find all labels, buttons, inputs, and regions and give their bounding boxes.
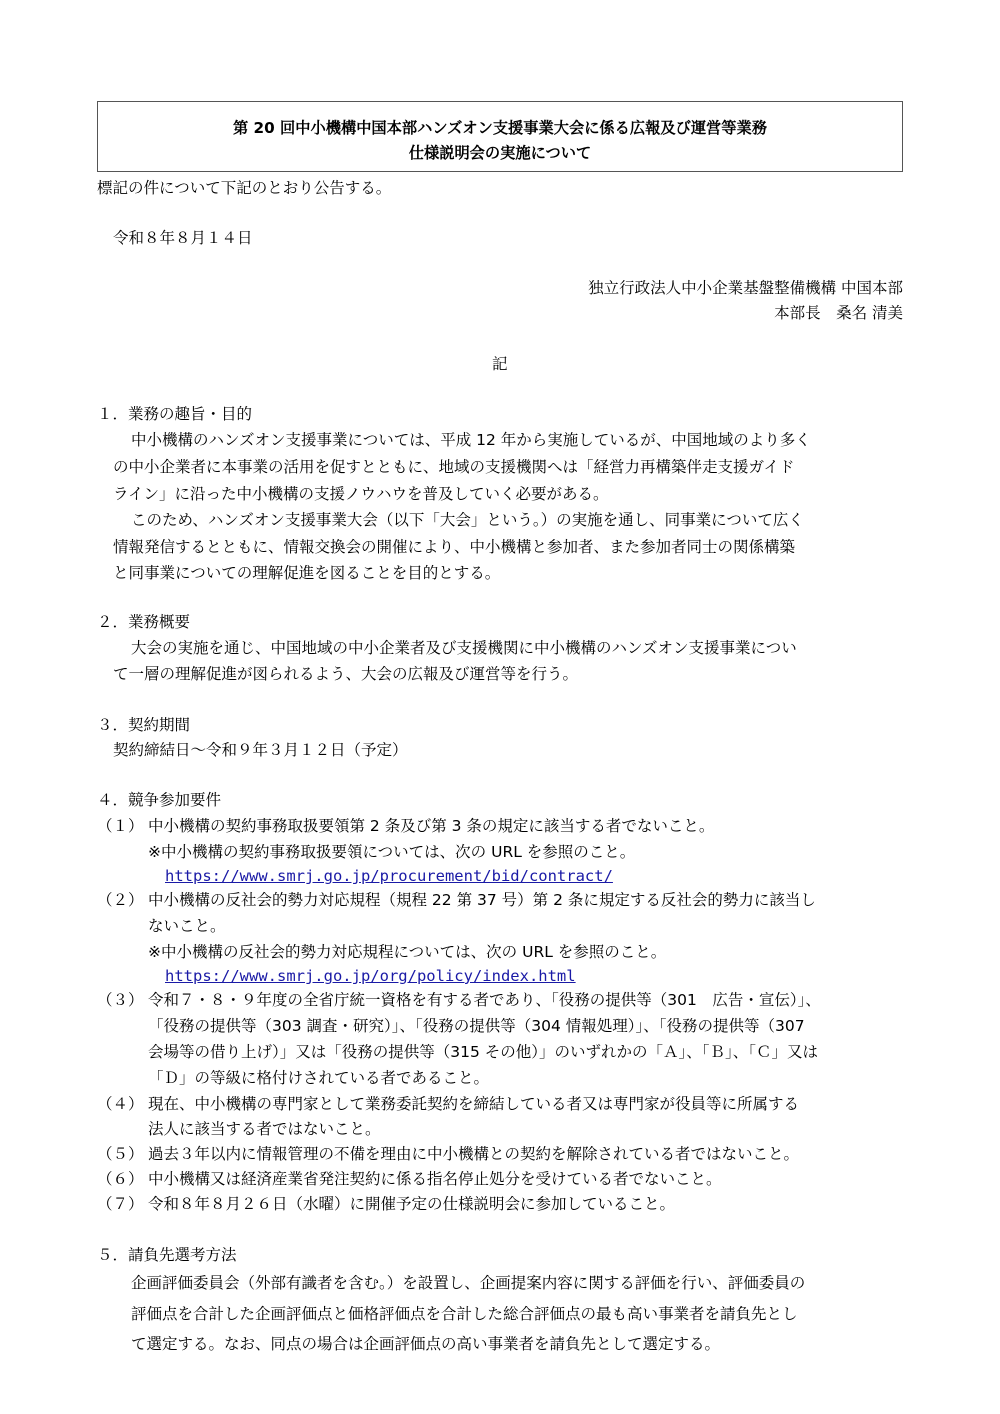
document-title-line-1: 第 20 回中小機構中国本部ハンズオン支援事業大会に係る広報及び運営等業務 (233, 119, 767, 137)
section-2-heading: ２．業務概要 (97, 613, 191, 631)
item-3-text: 会場等の借り上げ）」又は「役務の提供等（315 その他）」のいずれかの「Ａ」、「Ｂ」、「Ｃ」又は (148, 1043, 819, 1061)
section-1-line: と同事業についての理解促進を図ることを目的とする。 (113, 564, 501, 582)
section-5-heading: ５．請負先選考方法 (97, 1246, 237, 1264)
title-box (97, 101, 903, 172)
item-2-text: ないこと。 (148, 917, 226, 935)
item-5-text: 過去３年以内に情報管理の不備を理由に中小機構との契約を解除されている者ではないこと。 (148, 1145, 800, 1163)
item-3-text: 「Ｄ」の等級に格付けされている者であること。 (148, 1069, 490, 1087)
item-6-number: （６） (97, 1170, 144, 1188)
section-5-line: て選定する。なお、同点の場合は企画評価点の高い事業者を請負先として選定する。 (131, 1335, 721, 1353)
ki-mark: 記 (492, 355, 508, 373)
issuer-person: 本部長 桑名 清美 (774, 304, 903, 322)
section-1-line: ライン」に沿った中小機構の支援ノウハウを普及していく必要がある。 (113, 485, 609, 503)
item-1-note: ※中小機構の契約事務取扱要領については、次の URL を参照のこと。 (148, 843, 636, 861)
item-5-number: （５） (97, 1145, 144, 1163)
section-1-heading: １．業務の趣旨・目的 (97, 405, 253, 423)
item-2-note: ※中小機構の反社会的勢力対応規程については、次の URL を参照のこと。 (148, 943, 667, 961)
item-6-text: 中小機構又は経済産業省発注契約に係る指名停止処分を受けている者でないこと。 (148, 1170, 722, 1188)
section-3-heading: ３．契約期間 (97, 716, 191, 734)
section-5-line: 企画評価委員会（外部有識者を含む。）を設置し、企画提案内容に関する評価を行い、評価委員の (131, 1274, 806, 1292)
document-title-line-2: 仕様説明会の実施について (408, 144, 592, 162)
section-2-line: 大会の実施を通じ、中国地域の中小企業者及び支援機関に中小機構のハンズオン支援事業につい (131, 639, 797, 657)
intro-text: 標記の件について下記のとおり公告する。 (97, 179, 392, 197)
section-1-line: 情報発信するとともに、情報交換会の開催により、中小機構と参加者、また参加者同士の関係構築 (113, 538, 796, 556)
section-3-line: 契約締結日～令和９年３月１２日（予定） (113, 741, 408, 759)
item-7-text: 令和８年８月２６日（水曜）に開催予定の仕様説明会に参加していること。 (148, 1195, 676, 1213)
section-5-line: 評価点を合計した企画評価点と価格評価点を合計した総合評価点の最も高い事業者を請負先とし (131, 1305, 798, 1323)
section-1-line: このため、ハンズオン支援事業大会（以下「大会」という。）の実施を通し、同事業について広く (131, 511, 804, 529)
item-2-number: （２） (97, 891, 144, 909)
item-2-text: 中小機構の反社会的勢力対応規程（規程 22 第 37 号）第 2 条に規定する反社会的勢力に該当し (148, 891, 816, 909)
section-1-line: 中小機構のハンズオン支援事業については、平成 12 年から実施しているが、中国地域のより多く (131, 431, 811, 449)
contract-rules-link[interactable]: https://www.smrj.go.jp/procurement/bid/contract/ (165, 867, 613, 885)
section-2-line: て一層の理解促進が図られるよう、大会の広報及び運営等を行う。 (113, 665, 579, 683)
item-4-number: （４） (97, 1095, 144, 1113)
item-4-text: 法人に該当する者ではないこと。 (148, 1120, 381, 1138)
item-3-number: （３） (97, 991, 144, 1009)
item-1-number: （１） (97, 817, 144, 835)
item-3-text: 「役務の提供等（303 調査・研究）」、「役務の提供等（304 情報処理）」、「役務の提供等（307 (148, 1017, 805, 1035)
item-4-text: 現在、中小機構の専門家として業務委託契約を締結している者又は専門家が役員等に所属する (148, 1095, 800, 1113)
section-4-heading: ４．競争参加要件 (97, 791, 222, 809)
item-1-text: 中小機構の契約事務取扱要領第 2 条及び第 3 条の規定に該当する者でないこと。 (148, 817, 715, 835)
announcement-date: 令和８年８月１４日 (113, 229, 253, 247)
item-7-number: （７） (97, 1195, 144, 1213)
issuer-org: 独立行政法人中小企業基盤整備機構 中国本部 (588, 279, 903, 297)
anti-social-policy-link[interactable]: https://www.smrj.go.jp/org/policy/index.html (165, 967, 576, 985)
item-3-text: 令和７・８・９年度の全省庁統一資格を有する者であり、「役務の提供等（301 広告・宣伝）」、 (148, 991, 821, 1009)
section-1-line: の中小企業者に本事業の活用を促すとともに、地域の支援機関へは「経営力再構築伴走支援ガイド (113, 458, 795, 476)
